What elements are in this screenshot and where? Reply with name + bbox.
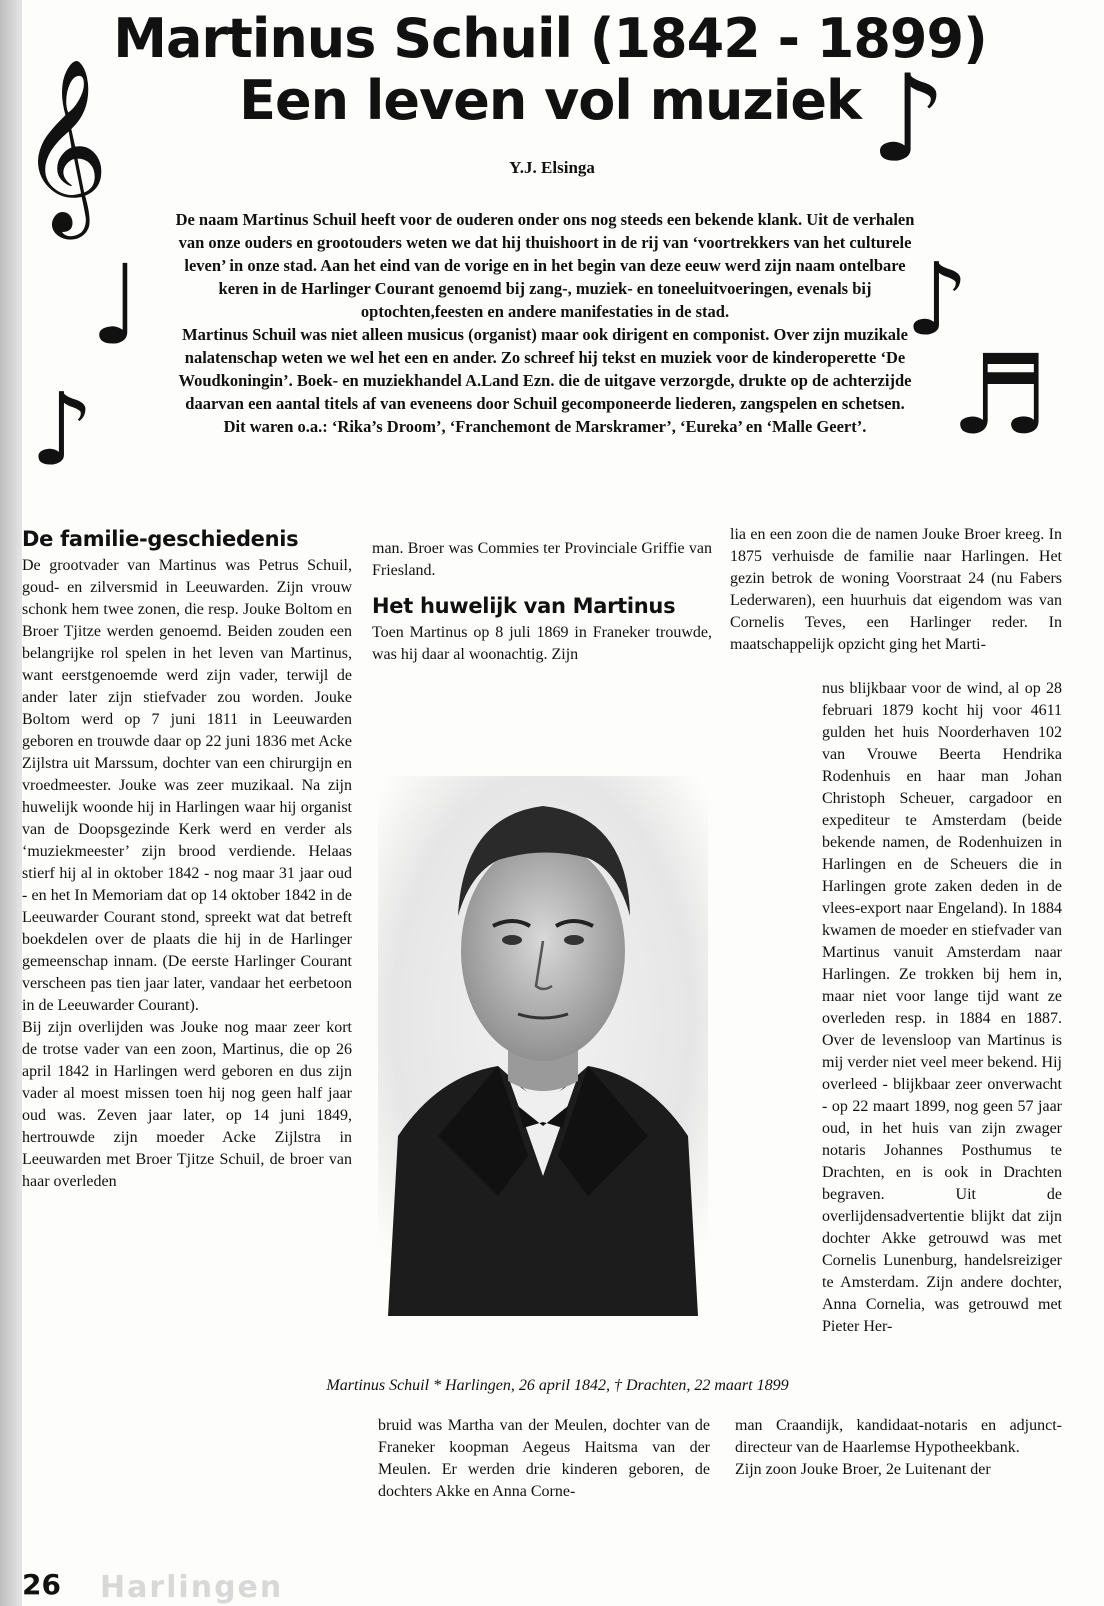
column-3-paragraph-top: lia en een zoon die de namen Jouke Broer kreeg. In 1875 verhuisde de familie naar Harlingen. Het gezin betrok de woning Voorstraat 24 (nu Fabers Lederwaren), een huurhuis dat eigendom was van Cornelis Teves, een Harlinger reder. In maatschappelijk opzicht ging het Marti-	[730, 526, 1062, 653]
treble-clef-icon: 𝄞	[20, 58, 109, 232]
family-paragraph-2: Bij zijn overlijden was Jouke nog maar zeer kort de trotse vader van een zoon, Martinus, die op 26 april 1842 in Harlingen werd geboren en dus zijn vader al moest missen toen hij nog geen half jaar oud was. Zeven jaar later, op 14 juni 1849, hertrouwde zijn moeder Acke Zijlstra in Leeuwarden met Broer Tjitze Schuil, de broer van haar overleden	[22, 1019, 352, 1190]
eighth-note-icon: ♪	[30, 371, 94, 488]
column-1	[22, 525, 352, 1193]
column-3-top	[730, 524, 1062, 656]
column-3-last-line: Zijn zoon Jouke Broer, 2e Luitenant der	[735, 1461, 991, 1478]
scan-edge-strip	[0, 0, 22, 1606]
author-name: Y.J. Elsinga	[509, 158, 595, 177]
column-3-paragraph-narrow: nus blijkbaar voor de wind, al op 28 februari 1879 kocht hij voor 4611 gulden het huis Noorderhaven 102 van Vrouwe Beerta Hendrika Rodenhuis en haar man Johan Christoph Scheuer, cargadoor en expediteur te Amsterdam (beide bekende namen, de Rodenhuizen in Harlingen en de Scheuers die in Harlingen grote zaken deden in de vlees-export naar Engeland). In 1884 kwamen de moeder en stiefvader van Martinus vanuit Amsterdam naar Harlingen. Ze trokken bij hem in, maar niet voor lange tijd want ze overleden resp. in 1884 en 1887. Over de levensloop van Martinus is mij verder niet veel meer bekend. Hij overleed - blijkbaar zeer onverwacht - op 22 maart 1899, nog geen 57 jaar oud, in het huis van zijn zwager notaris Johannes Posthumus te Drachten, en is ook in Drachten begraven. Uit de overlijdensadvertentie blijkt dat zijn dochter Akke getrouwd was met Cornelis Lunenburg, handelsreiziger te Amsterdam. Zijn andere dochter, Anna Cornelia, was getrouwd met Pieter Her-	[822, 680, 1062, 1335]
eighth-note-icon: ♪	[905, 241, 969, 358]
column-3-paragraph-bottom: man Craandijk, kandidaat-notaris en adjunct-directeur van de Haarlemse Hypotheekbank.	[735, 1417, 1062, 1456]
marriage-paragraph-2: bruid was Martha van der Meulen, dochter van de Franeker koopman Aegeus Haitsma van der Meulen. Er werden drie kinderen geboren, de dochters Akke en Anna Corne-	[378, 1417, 710, 1500]
page-title	[100, 8, 1000, 132]
title-line-1: Martinus Schuil (1842 - 1899)	[113, 7, 987, 70]
portrait-photo	[378, 776, 708, 1316]
intro-paragraph-2: Martinus Schuil was niet alleen musicus (organist) maar ook dirigent en componist. Over zijn muzikale nalatenschap weten we wel het een en ander. Zo schreef hij tekst en muziek voor de kinderoperette ‘De Woudkoningin’. Boek- en muziekhandel A.Land Ezn. die de uitgave verzorgde, drukte op de achterzijde daarvan een aantal titels af van eveneens door Schuil gecomponeerde liederen, zangspelen en schetsen. Dit waren o.a.: ‘Rika’s Droom’, ‘Franchemont de Marskramer’, ‘Eureka’ en ‘Malle Geert’.	[178, 325, 912, 436]
intro-paragraph-1: De naam Martinus Schuil heeft voor de ouderen onder ons nog steeds een bekende klank. Uit de verhalen van onze ouders en grootouders weten we dat hij thuishoort in de rij van ‘voortrekkers van het culturele leven’ in onze stad. Aan het eind van de vorige en in het begin van deze eeuw werd zijn naam ontelbare keren in de Harlinger Courant genoemd bij zang-, muziek- en toneeluitvoeringen, evenals bij optochten,feesten en andere manifestaties in de stad.	[175, 210, 915, 321]
marriage-paragraph-1: Toen Martinus op 8 juli 1869 in Franeker trouwde, was hij daar al woonachtig. Zijn	[372, 624, 712, 663]
section-heading-family: De familie-geschiedenis	[22, 527, 299, 551]
magazine-name: Harlingen	[100, 1570, 284, 1605]
column-2-top	[372, 538, 712, 666]
eighth-note-icon: ♪	[870, 50, 947, 189]
title-line-2: Een leven vol muziek	[239, 69, 861, 132]
intro-text	[175, 208, 915, 438]
column-2-bottom	[378, 1415, 710, 1503]
column-3-bottom	[735, 1415, 1062, 1481]
photo-caption: Martinus Schuil * Harlingen, 26 april 1842, † Drachten, 22 maart 1899	[326, 1377, 789, 1394]
page-number: 26	[22, 1568, 61, 1601]
sixteenth-note-icon: ♬	[950, 331, 1049, 459]
family-paragraph-1: De grootvader van Martinus was Petrus Schuil, goud- en zilversmid in Leeuwarden. Zijn vrouw schonk hem twee zonen, die resp. Jouke Boltom en Broer Tjitze werden genoemd. Beiden zouden een belangrijke rol spelen in het leven van Martinus, want eerstgenoemde werd zijn vader, terwijl de ander later zijn stiefvader zou worden. Jouke Boltom werd op 7 juni 1811 in Leeuwarden geboren en trouwde daar op 22 juni 1836 met Acke Zijlstra uit Marssum, dochter van een chirurgijn en vroedmeester. Jouke was zeer muzikaal. Na zijn huwelijk woonde hij in Harlingen waar hij organist van de Doopsgezinde Kerk werd en verder als ‘muziekmeester’ zijn brood verdiende. Helaas stierf hij al in oktober 1842 - nog maar 31 jaar oud - en het In Memoriam dat op 14 oktober 1842 in de Leeuwarder Courant stond, spreekt wat dat betreft boekdelen over de plaats die hij in de Harlinger gemeenschap innam. (De eerste Harlinger Courant verscheen pas tien jaar later, vandaar het eerbetoon in de Leeuwarder Courant).	[22, 557, 352, 1014]
column-2-continuation: man. Broer was Commies ter Provinciale Griffie van Friesland.	[372, 540, 712, 579]
column-3-narrow	[822, 678, 1062, 1338]
quarter-note-icon: ♩	[90, 241, 142, 369]
section-heading-marriage: Het huwelijk van Martinus	[372, 594, 676, 618]
